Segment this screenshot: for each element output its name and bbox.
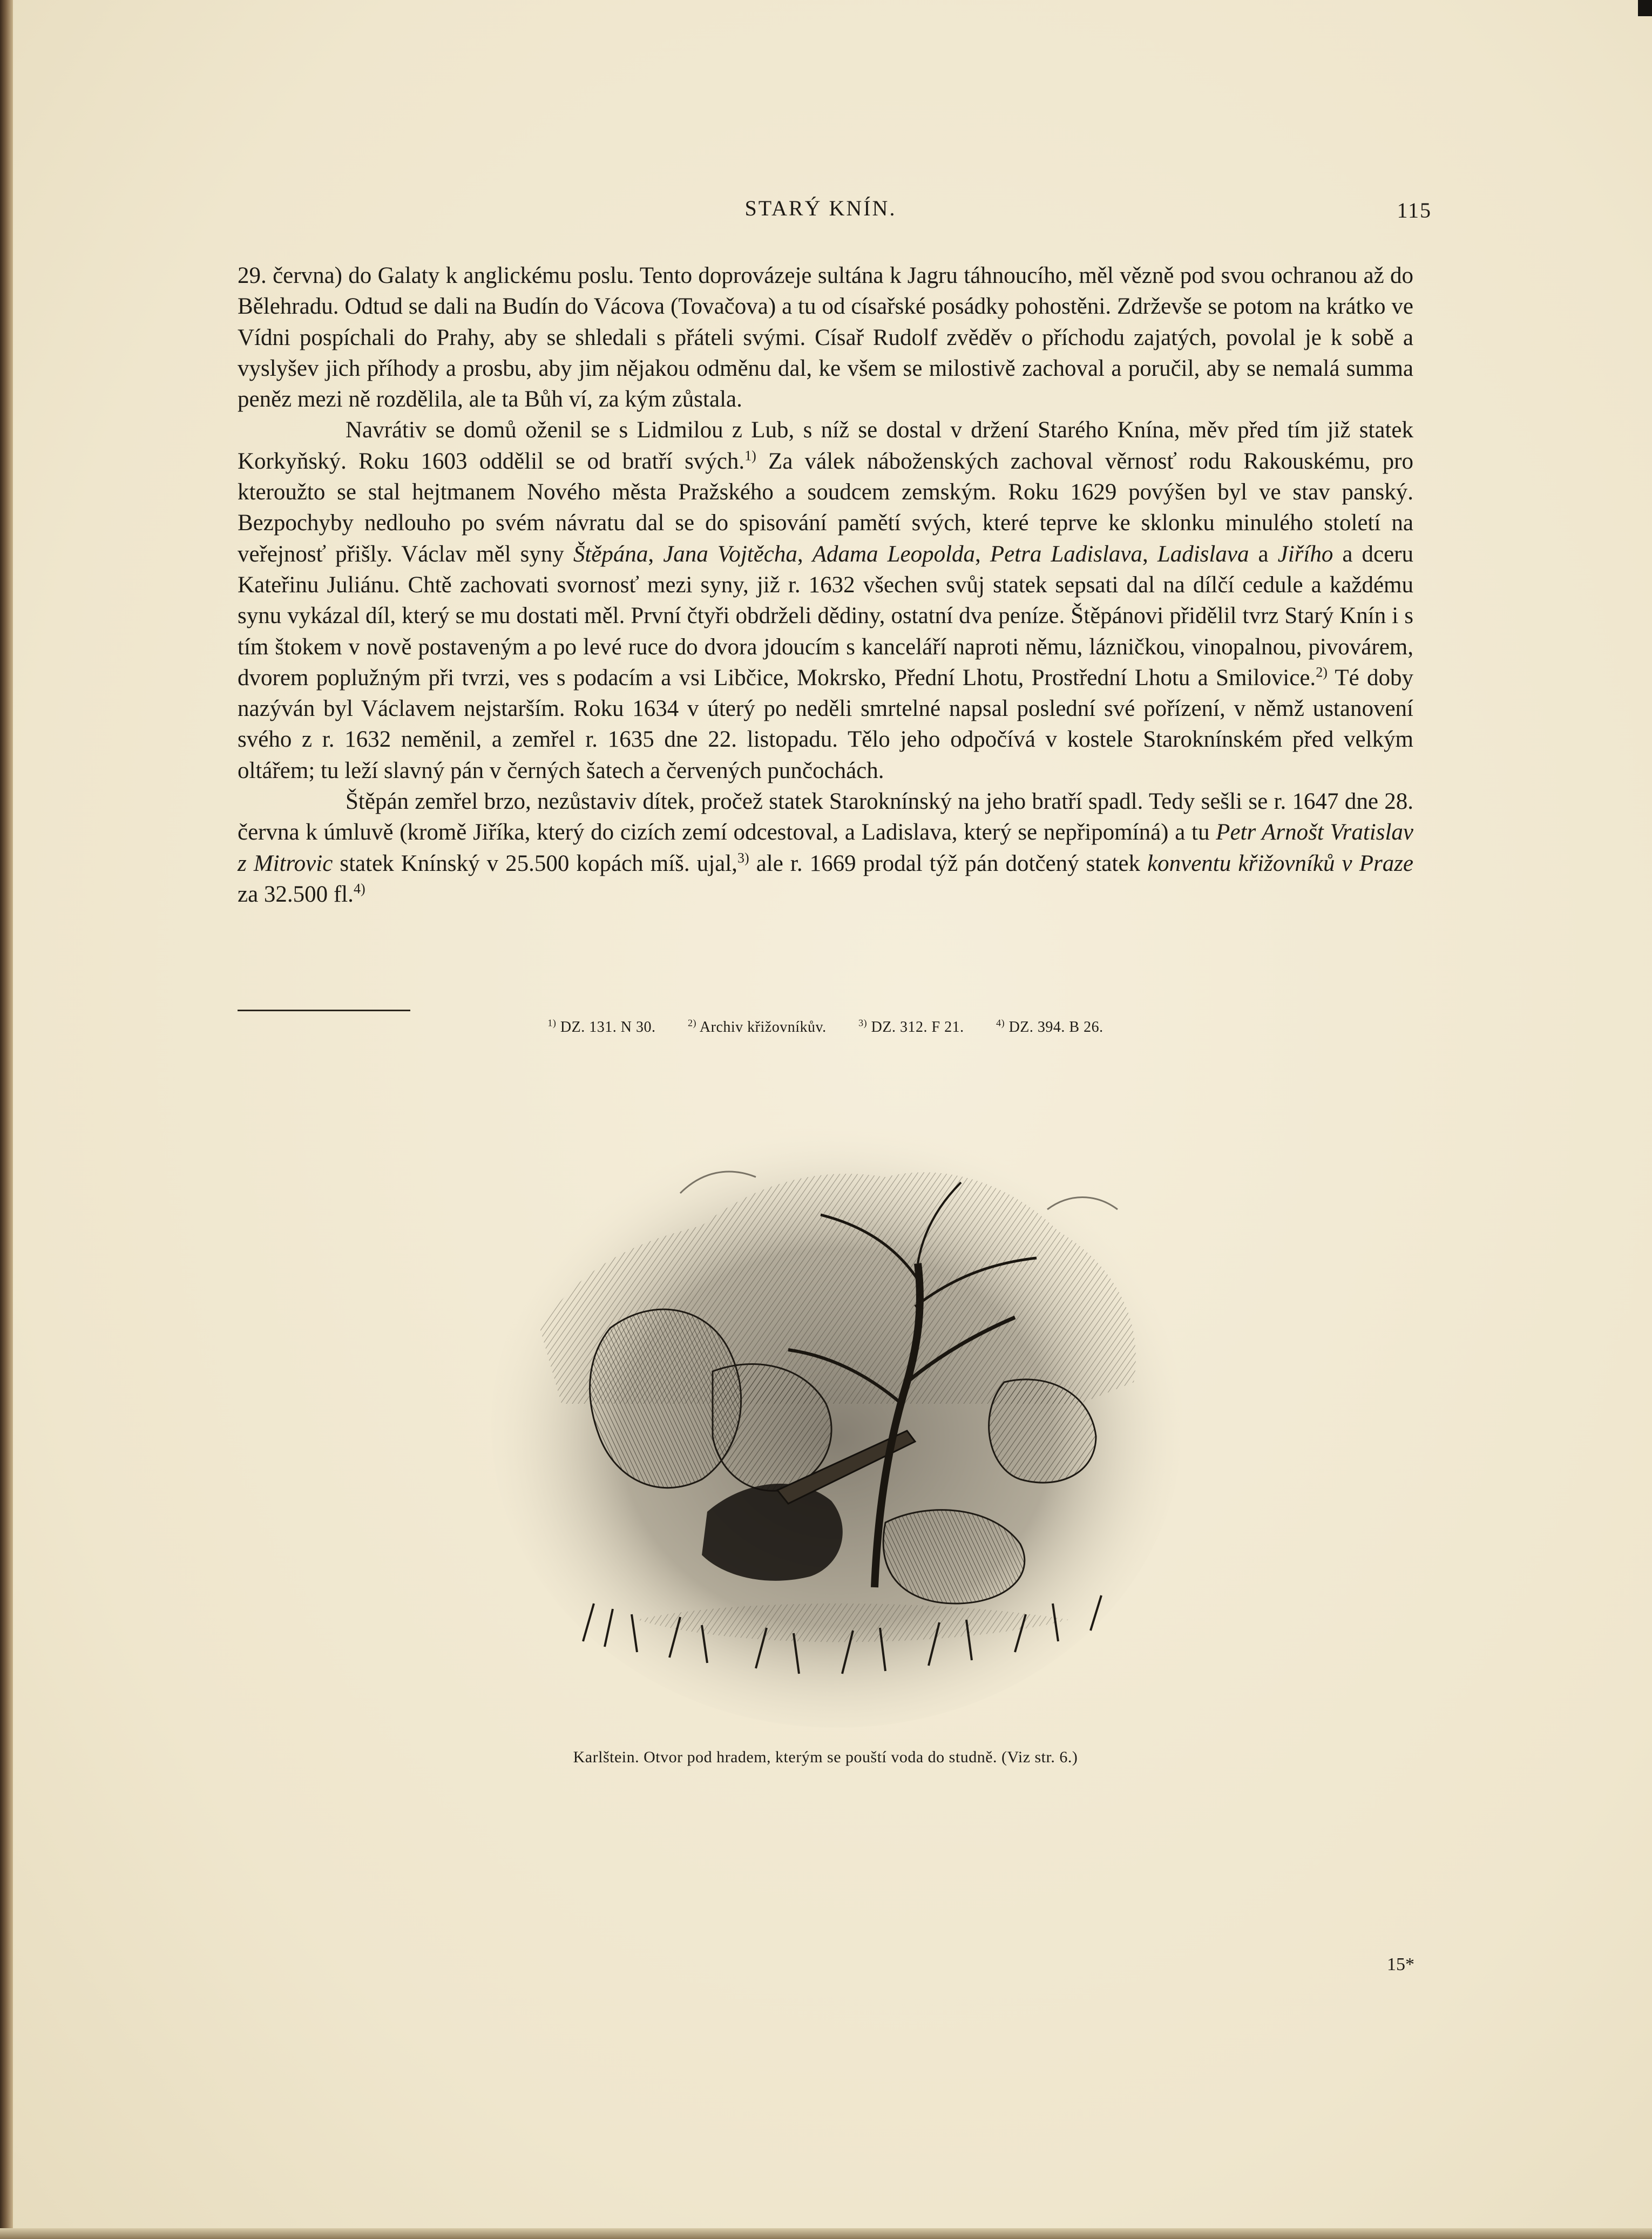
footnote-4: $^{4)}$ DZ. 394. B 26. — [996, 1018, 1103, 1036]
name-jiri: Jiřího — [1277, 541, 1333, 567]
signature-mark: 15* — [1387, 1954, 1414, 1974]
paragraph-2: Navrátiv se domů oženil se s Lidmilou z Lub, s níž se dostal v držení Starého Knína, měv před tím již statek Korkyňský. Roku 1603 oddělil se od bratří svých.$^{1)}$ Za válek náboženských zachoval věrnosť rodu Rakouskému, pro kteroužto se stal hejtmanem Nového města Pražského a soudcem zemským. Roku 1629 povýšen byl ve stav panský. Bezpochyby nedlouho po svém návratu dal se do spisování pamětí svých, které teprve ke sklonku minulého století na veřejnosť přišly. Václav měl syny Štěpána, Jana Vojtěcha, Adama Leopolda, Petra Ladislava, Ladislava a Jiřího a dceru Kateřinu Juliánu. Chtě zachovati svornosť mezi syny, již r. 1632 všechen svůj statek sepsati dal na dílčí cedule a každému synu vykázal díl, který se mu dostati měl. První čtyři obdrželi dědiny, ostatní dva peníze. Štěpánovi přidělil tvrz Starý Knín i s tím štokem v nově postaveným a po levé ruce do dvora jdoucím s kanceláří naproti němu, lázničkou, vinopalnou, pivovárem, dvorem poplužným při tvrzi, ves s podacím a vsi Libčice, Mokrsko, Přední Lhotu, Prostřední Lhotu a Smilovice.$^{2)}$ Té doby nazýván byl Václavem nejstarším. Roku 1634 v úterý po neděli smrtelné napsal poslední své pořízení, v němž ustanovení svého z r. 1632 neměnil, a zemřel r. 1635 dne 22. listopadu. Tělo jeho odpočívá v kostele Staroknínském před velkým oltářem; tu leží slavný pán v černých šatech a červených punčochách. — [238, 417, 1414, 783]
page-number: 115 — [1397, 198, 1432, 222]
book-spine — [0, 0, 13, 2239]
footnote-2: $^{2)}$ Archiv křižovníkův. — [687, 1018, 827, 1036]
footnote-1: $^{1)}$ DZ. 131. N 30. — [547, 1018, 656, 1036]
footnote-3: $^{3)}$ DZ. 312. F 21. — [858, 1018, 964, 1036]
name-stepan: Štěpána — [573, 541, 648, 567]
name-ladislav: Ladislava — [1157, 541, 1249, 567]
corner-mark — [1638, 0, 1652, 16]
paragraph-3: Štěpán zemřel brzo, nezůstaviv dítek, pročež statek Staroknínský na jeho bratří spadl. Tedy sešli se r. 1647 dne 28. června k úmluvě (kromě Jiříka, který do cizích zemí odcestoval, a Ladislava, který se nepřipomíná) a tu Petr Arnošt Vratislav z Mitrovic statek Knínský v 25.500 kopách míš. ujal,$^{3)}$ ale r. 1669 prodal týž pán dotčený statek konventu křižovníků v Praze za 32.500 fl.$^{4)}$ — [238, 789, 1414, 907]
name-konvent: konventu křižovníků v Praze — [1147, 850, 1414, 876]
body-text — [238, 260, 1413, 910]
engraving-illustration — [475, 1101, 1199, 1728]
bottom-edge — [0, 2228, 1652, 2239]
name-petr-ladislav: Petra Ladislava — [990, 541, 1143, 567]
running-head: STARÝ KNÍN. — [744, 196, 897, 220]
name-petr-arnost: Petr Arnošt Vratislav z Mitrovic — [238, 820, 1414, 876]
paragraph-1: 29. června) do Galaty k anglickému poslu. Tento doprovázeje sultána k Jagru táhnoucího, měl vězně pod svou ochranou až do Bělehradu. Odtud se dali na Budín do Vácova (Tovačova) a tu od císařské posádky pohostěni. Zdrževše se potom na krátko ve Vídni pospíchali do Prahy, aby se shledali s přáteli svými. Císař Rudolf zvěděv o příchodu zajatých, povolal je k sobě a vyslyšev jich příhody a prosbu, aby jim nějakou odměnu dal, ke všem se milostivě zachoval a poručil, aby se nemalá summa peněz mezi ně rozdělila, ale ta Bůh ví, za kým zůstala. — [238, 263, 1413, 412]
footnote-ref-2: 2) — [1316, 664, 1328, 680]
name-adam-leopold: Adama Leopolda — [812, 541, 976, 567]
name-jan-vojtech: Jana Vojtěcha — [663, 541, 797, 567]
footnote-ref-3: 3) — [737, 850, 749, 866]
footnotes — [238, 1018, 1413, 1036]
footnote-rule — [238, 1010, 410, 1011]
footnote-ref-1: 1) — [744, 448, 756, 464]
illustration-caption: Karlštein. Otvor pod hradem, kterým se pouští voda do studně. (Viz str. 6.) — [573, 1748, 1078, 1766]
footnote-ref-4: 4) — [353, 881, 365, 897]
